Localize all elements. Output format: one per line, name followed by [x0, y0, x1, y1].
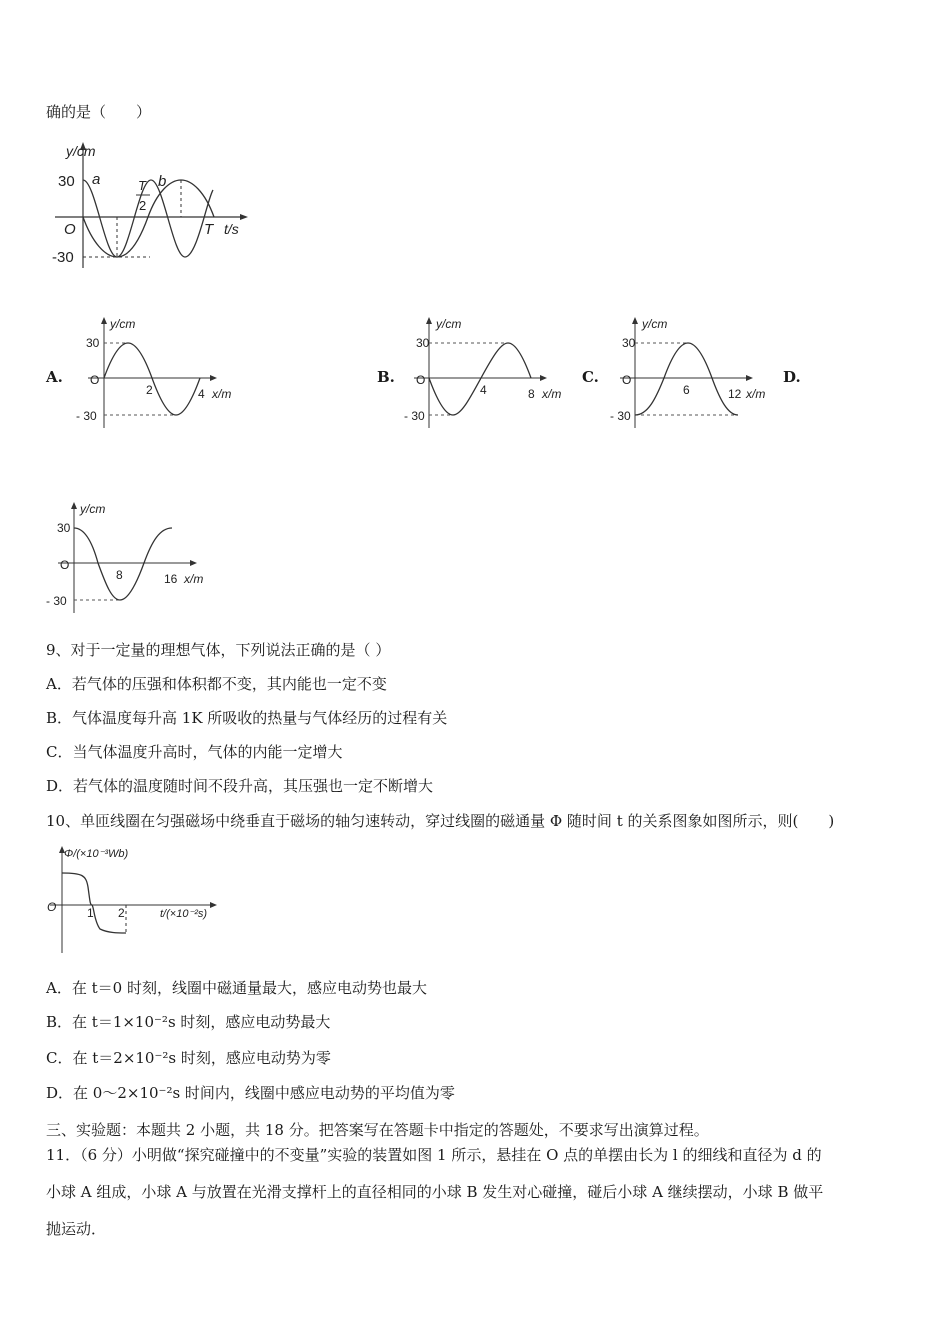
flux-origin: O [47, 900, 57, 914]
option-b-label[interactable]: B. [377, 368, 395, 386]
tick-1: 8 [116, 568, 123, 582]
q9-option-b[interactable]: B．气体温度每升高 1K 所吸收的热量与气体经历的过程有关 [46, 709, 448, 727]
q11-line-2: 小球 A 组成，小球 A 与放置在光滑支撑杆上的直径相同的小球 B 发生对心碰撞，碰后小球 A 继续摆动，小球 B 做平 [46, 1183, 824, 1201]
x-label: x/m [746, 387, 766, 401]
q11-line-1: 11．（6 分）小明做“探究碰撞中的不变量”实验的装置如图 1 所示，悬挂在 O 点的单摆由长为 l 的细线和直径为 d 的 [46, 1146, 822, 1164]
origin: O [90, 373, 100, 387]
origin: O [622, 373, 632, 387]
q9-stem: 9、对于一定量的理想气体，下列说法正确的是（ ） [46, 641, 391, 659]
option-d-label[interactable]: D. [783, 368, 801, 386]
origin: O [416, 373, 426, 387]
flux-y-label: Φ/(×10⁻³Wb) [64, 848, 129, 860]
y-label: y/cm [642, 317, 668, 331]
q9-option-c[interactable]: C．当气体温度升高时，气体的内能一定增大 [46, 743, 343, 761]
q9-option-a[interactable]: A．若气体的压强和体积都不变，其内能也一定不变 [46, 675, 387, 693]
option-b-wave-graph[interactable] [402, 316, 572, 431]
tick-1: 6 [683, 383, 690, 397]
tick-2: 4 [198, 387, 205, 401]
y-label: y/cm [436, 317, 462, 331]
tick-bottom: - 30 [76, 409, 97, 423]
section-3-heading: 三、实验题：本题共 2 小题，共 18 分。把答案写在答题卡中指定的答题处，不要求写出演算过程。 [46, 1121, 709, 1139]
tick-bottom: - 30 [404, 409, 425, 423]
tick-top: 30 [622, 336, 636, 350]
tick-bottom: - 30 [610, 409, 631, 423]
question-continuation: 确的是（ ） [46, 103, 152, 121]
flux-tick-2: 2 [118, 906, 125, 920]
q10-option-b[interactable]: B．在 t＝1×10⁻²s 时刻，感应电动势最大 [46, 1013, 331, 1031]
frac-denominator: 2 [139, 198, 147, 213]
tick-top: 30 [416, 336, 430, 350]
q10-flux-graph [44, 843, 234, 958]
option-d-wave-graph[interactable] [44, 501, 219, 616]
option-c-label[interactable]: C. [582, 368, 599, 386]
option-c-wave-graph[interactable] [608, 316, 778, 431]
tick-30: 30 [58, 173, 75, 190]
flux-tick-1: 1 [87, 906, 94, 920]
tick-neg30: -30 [52, 249, 74, 266]
x-label: x/m [542, 387, 562, 401]
option-a-wave-graph[interactable] [74, 316, 244, 431]
t-axis-label: t/s [224, 221, 239, 237]
q8-vibration-graph [50, 140, 260, 275]
tick-1: 2 [146, 383, 153, 397]
origin-label: O [64, 221, 76, 238]
tick-bottom: - 30 [46, 594, 67, 608]
q10-option-d[interactable]: D．在 0～2×10⁻²s 时间内，线圈中感应电动势的平均值为零 [46, 1084, 455, 1102]
t-period-label: T [204, 221, 214, 238]
frac-numerator: T [138, 178, 146, 193]
option-a-label[interactable]: A. [46, 368, 63, 386]
q10-stem: 10、单匝线圈在匀强磁场中绕垂直于磁场的轴匀速转动，穿过线圈的磁通量 Φ 随时间 t 的关系图象如图所示，则( ) [46, 812, 835, 830]
curve-b-label: b [158, 173, 167, 190]
tick-2: 16 [164, 572, 178, 586]
origin: O [60, 558, 70, 572]
q10-option-a[interactable]: A．在 t＝0 时刻，线圈中磁通量最大，感应电动势也最大 [46, 979, 427, 997]
q9-option-d[interactable]: D．若气体的温度随时间不段升高，其压强也一定不断增大 [46, 777, 434, 795]
tick-2: 12 [728, 387, 742, 401]
q10-option-c[interactable]: C．在 t＝2×10⁻²s 时刻，感应电动势为零 [46, 1049, 331, 1067]
y-label: y/cm [80, 502, 106, 516]
curve-a-label: a [92, 171, 101, 188]
flux-x-label: t/(×10⁻²s) [160, 908, 208, 920]
x-label: x/m [212, 387, 232, 401]
tick-top: 30 [57, 521, 71, 535]
y-axis-label: y/cm [66, 143, 96, 159]
tick-2: 8 [528, 387, 535, 401]
tick-1: 4 [480, 383, 487, 397]
x-label: x/m [184, 572, 204, 586]
y-label: y/cm [110, 317, 136, 331]
q11-line-3: 抛运动． [46, 1220, 107, 1238]
tick-top: 30 [86, 336, 100, 350]
